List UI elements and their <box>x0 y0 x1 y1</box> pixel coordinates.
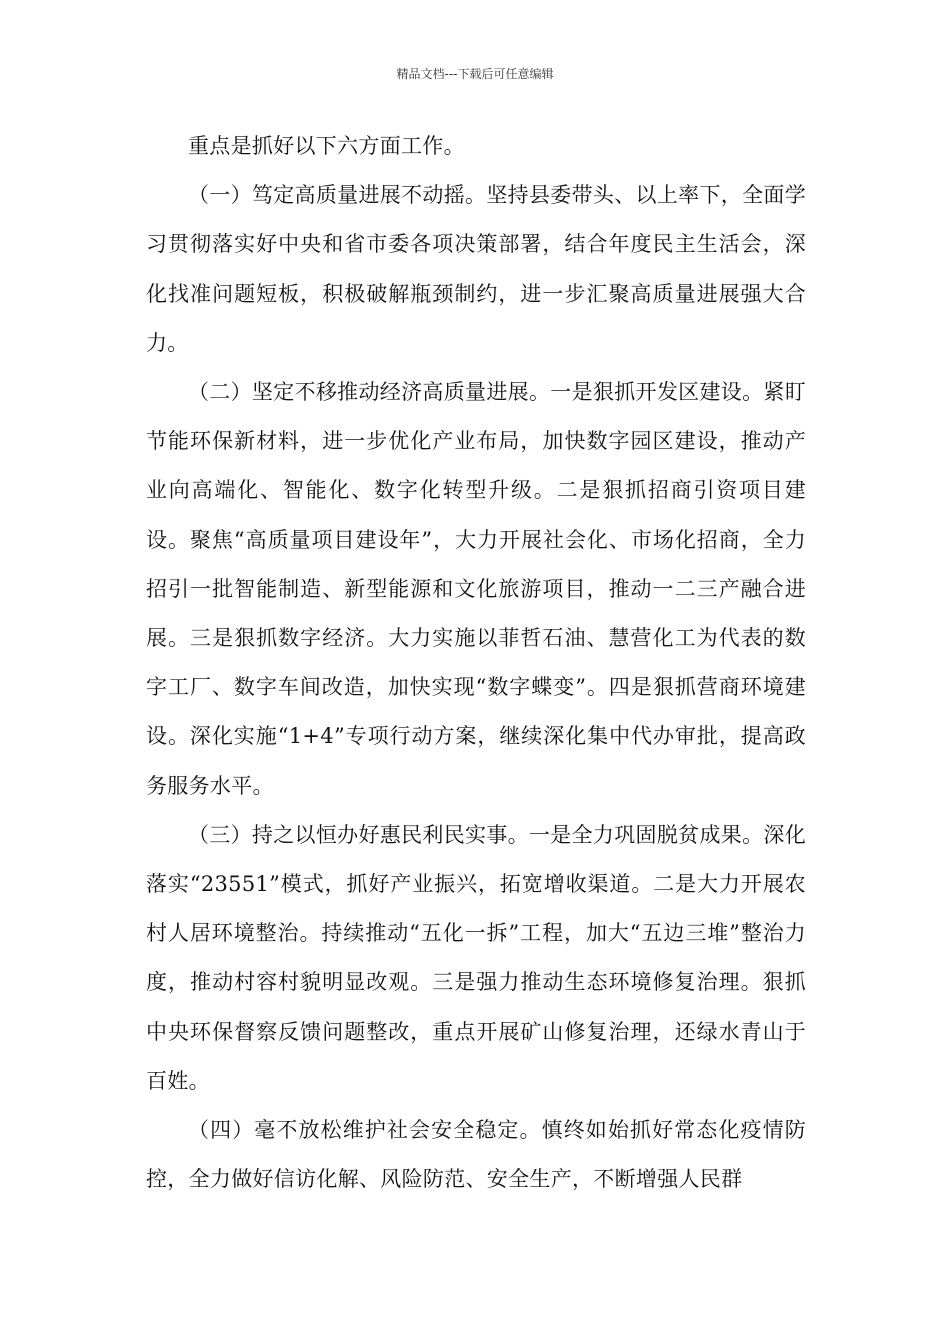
page-header: 精品文档---下载后可任意编辑 <box>396 67 554 81</box>
paragraph-intro: 重点是抓好以下六方面工作。 <box>188 134 465 158</box>
paragraph-section-2: （二）坚定不移推动经济高质量进展。一是狠抓开发区建设。紧盯节能环保新材料，进一步优化产业布局，加快数字园区建设，推动产业向高端化、智能化、数字化转型升级。二是狠抓招商引资项目建设。聚焦“高质量项目建设年”，大力开展社会化、市场化招商，全力招引一批智能制造、新型能源和文化旅游项目，推动一二三产融合进展。三是狠抓数字经济。大力实施以菲哲石油、慧营化工为代表的数字工厂、数字车间改造，加快实现“数字蝶变”。四是狠抓营商环境建设。深化实施“1+4”专项行动方案，继续深化集中代办审批，提高政务服务水平。 <box>146 380 806 798</box>
paragraph-section-4: （四）毫不放松维护社会安全稳定。慎终如始抓好常态化疫情防控，全力做好信访化解、风险防范、安全生产，不断增强人民群 <box>146 1118 806 1192</box>
paragraph-section-3: （三）持之以恒办好惠民利民实事。一是全力巩固脱贫成果。深化落实“23551”模式，抓好产业振兴，拓宽增收渠道。二是大力开展农村人居环境整治。持续推动“五化一拆”工程，加大“五边三堆”整治力度，推动村容村貌明显改观。三是强力推动生态环境修复治理。狠抓中央环保督察反馈问题整改，重点开展矿山修复治理，还绿水青山于百姓。 <box>146 822 806 1093</box>
document-body <box>146 122 806 1204</box>
paragraph-section-1: （一）笃定高质量进展不动摇。坚持县委带头、以上率下，全面学习贯彻落实好中央和省市委各项决策部署，结合年度民主生活会，深化找准问题短板，积极破解瓶颈制约，进一步汇聚高质量进展强大合力。 <box>146 183 806 355</box>
